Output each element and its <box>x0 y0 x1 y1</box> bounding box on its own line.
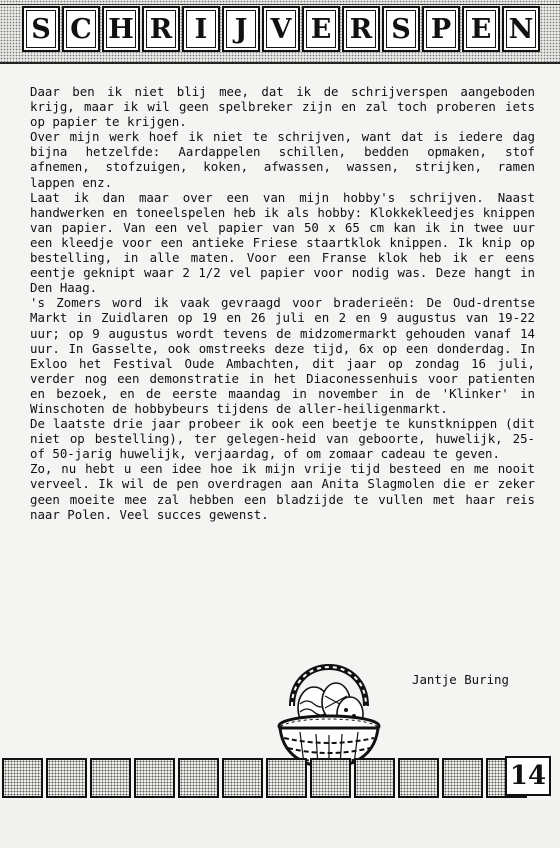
page-bottom-margin <box>0 800 560 848</box>
footer-border <box>0 750 560 800</box>
author-signature: Jantje Buring <box>412 672 509 687</box>
header-rule-top <box>0 4 560 5</box>
title-letter: N <box>502 6 540 52</box>
footer-decor-box <box>46 758 87 798</box>
title-letter: I <box>182 6 220 52</box>
article-body <box>30 84 535 522</box>
footer-decor-box <box>134 758 175 798</box>
footer-decor-box <box>266 758 307 798</box>
header-banner <box>0 0 560 64</box>
page-number: 14 <box>505 756 551 796</box>
title-letter: V <box>262 6 300 52</box>
title-letter: S <box>382 6 420 52</box>
paragraph-closing: Zo, nu hebt u een idee hoe ik mijn vrije tijd besteed en me nooit verveel. Ik wil de pen overdragen aan Anita Slagmolen die er zeker geen moeite mee zal hebben een bladzijde te vullen met haar reis naar Polen. Veel succes gewenst. <box>30 461 535 522</box>
paragraph-markets: 's Zomers word ik vaak gevraagd voor braderieën: De Oud-drentse Markt in Zuidlaren op 19 en 26 juli en 2 en 9 augustus van 19-22 uur; op 9 augustus wordt tevens de midzomermarkt gehouden vanaf 14 uur. In Gasselte, ook omstreeks deze tijd, 6x op een donderdag. In Exloo het Festival Oude Ambachten, dit jaar op zondag 16 juli, verder nog een demonstratie in het Diaconessenhuis voor patienten en bezoek, en de eerste maandag in november in de 'Klinker' in Winschoten de hobbybeurs tijdens de aller-heiligenmarkt. <box>30 295 535 416</box>
footer-decor-box <box>398 758 439 798</box>
title-letter: R <box>142 6 180 52</box>
title-letter: P <box>422 6 460 52</box>
page-title <box>22 6 540 52</box>
paragraph-intro: Daar ben ik niet blij mee, dat ik de schrijverspen aangeboden krijg, maar ik wil geen spelbreker zijn en zal toch proberen iets op papier te krijgen. <box>30 84 535 130</box>
title-letter: J <box>222 6 260 52</box>
title-letter: R <box>342 6 380 52</box>
paragraph-work: Over mijn werk hoef ik niet te schrijven, want dat is iedere dag bijna hetzelfde: Aardappelen schillen, bedden opmaken, stof afnemen, stofzuigen, koken, afwassen, wassen, strijken, ramen lappen enz. <box>30 129 535 190</box>
footer-decor-box <box>310 758 351 798</box>
footer-decor-box <box>354 758 395 798</box>
footer-decor-box <box>2 758 43 798</box>
footer-decor-box <box>222 758 263 798</box>
title-letter: H <box>102 6 140 52</box>
title-letter: E <box>462 6 500 52</box>
footer-decor-box <box>178 758 219 798</box>
title-letter: E <box>302 6 340 52</box>
footer-decor-box <box>442 758 483 798</box>
footer-decor-box <box>90 758 131 798</box>
paragraph-kunstknippen: De laatste drie jaar probeer ik ook een beetje te kunstknippen (dit niet op bestelling), ter gelegen-heid van geboorte, huwelijk, 25- of 50-jarig huwelijk, verjaardag, of om zomaar cadeau te geven. <box>30 416 535 462</box>
title-letter: S <box>22 6 60 52</box>
title-letter: C <box>62 6 100 52</box>
paragraph-hobby: Laat ik dan maar over een van mijn hobby's schrijven. Naast handwerken en toneelspelen heb ik als hobby: Klokkekleedjes knippen van papier. Van een vel papier van 50 x 65 cm kan ik in twee uur een kleedje voor een antieke Friese staartklok knippen. Ik knip op bestelling, in alle maten. Voor een Franse klok heb ik er eens eentje geknipt waar 2 1/2 vel papier voor nodig was. Deze hangt in Den Haag. <box>30 189 535 296</box>
